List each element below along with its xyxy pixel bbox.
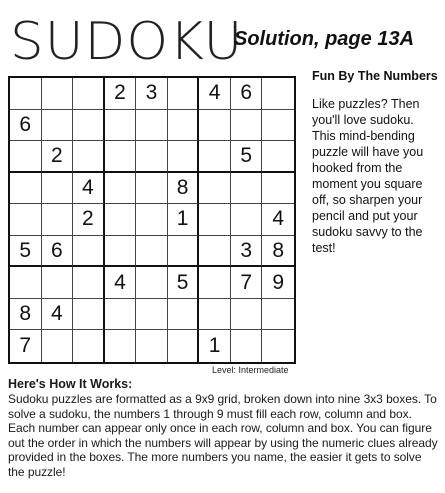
grid-cell[interactable] (73, 141, 105, 173)
grid-cell[interactable] (73, 236, 105, 268)
grid-cell[interactable] (105, 236, 137, 268)
grid-cell[interactable] (231, 330, 263, 362)
grid-cell[interactable]: 2 (73, 204, 105, 236)
instructions (8, 377, 440, 480)
grid-cell[interactable] (73, 299, 105, 331)
grid-cell[interactable] (199, 299, 231, 331)
grid-cell[interactable] (42, 110, 74, 142)
grid-cell[interactable] (231, 299, 263, 331)
grid-cell[interactable] (73, 78, 105, 110)
grid-cell[interactable] (168, 330, 200, 362)
grid-cell[interactable] (136, 299, 168, 331)
grid-cell[interactable] (73, 110, 105, 142)
grid-cell[interactable] (105, 299, 137, 331)
grid-cell[interactable] (42, 173, 74, 205)
grid-cell[interactable] (105, 141, 137, 173)
grid-cell[interactable]: 7 (10, 330, 42, 362)
grid-cell[interactable] (105, 330, 137, 362)
grid-cell[interactable]: 8 (10, 299, 42, 331)
grid-cell[interactable] (10, 204, 42, 236)
grid-cell[interactable] (10, 173, 42, 205)
grid-cell[interactable] (199, 204, 231, 236)
instructions-body: Sudoku puzzles are formatted as a 9x9 grid, broken down into nine 3x3 boxes. To solve a sudoku, the numbers 1 through 9 must fill each row, column and box. Each number can appear only once in each row, column and box. You can figure out the order in which the numbers will appear by using the numeric clues already provided in the boxes. The more numbers you name, the easier it gets to solve the puzzle! (8, 392, 438, 479)
grid-cell[interactable] (136, 236, 168, 268)
sidebar-body: Like puzzles? Then you'll love sudoku. This mind-bending puzzle will have you hooked from the moment you square off, so sharpen your pencil and put your sudoku savvy to the test! (312, 97, 424, 255)
grid-cell[interactable] (42, 204, 74, 236)
grid-cell[interactable]: 2 (105, 78, 137, 110)
grid-cell[interactable] (262, 110, 294, 142)
grid-cell[interactable] (199, 267, 231, 299)
grid-cell[interactable]: 4 (199, 78, 231, 110)
grid-cell[interactable] (10, 141, 42, 173)
grid-cell[interactable] (136, 110, 168, 142)
solution-reference: Solution, page 13A (234, 28, 415, 50)
grid-cell[interactable]: 3 (136, 78, 168, 110)
sudoku-grid (8, 76, 296, 364)
grid-cell[interactable] (10, 267, 42, 299)
grid-cell[interactable] (42, 267, 74, 299)
grid-cell[interactable] (231, 110, 263, 142)
grid-cell[interactable] (231, 204, 263, 236)
grid-cell[interactable]: 7 (231, 267, 263, 299)
grid-cell[interactable] (168, 110, 200, 142)
grid-cell[interactable]: 4 (73, 173, 105, 205)
grid-cell[interactable] (168, 236, 200, 268)
grid-cell[interactable] (136, 173, 168, 205)
grid-cell[interactable]: 1 (168, 204, 200, 236)
grid-cell[interactable] (262, 141, 294, 173)
grid-cell[interactable] (136, 141, 168, 173)
grid-cell[interactable] (105, 110, 137, 142)
grid-cell[interactable]: 6 (42, 236, 74, 268)
grid-cell[interactable]: 4 (105, 267, 137, 299)
sidebar (312, 68, 440, 256)
grid-cell[interactable] (168, 299, 200, 331)
grid-cell[interactable] (199, 141, 231, 173)
grid-cell[interactable] (10, 78, 42, 110)
grid-cell[interactable]: 4 (262, 204, 294, 236)
sudoku-logo: SUDOKU (10, 12, 244, 72)
grid-cell[interactable] (262, 78, 294, 110)
grid-cell[interactable]: 5 (231, 141, 263, 173)
grid-cell[interactable] (136, 204, 168, 236)
grid-cell[interactable] (73, 330, 105, 362)
grid-cell[interactable]: 3 (231, 236, 263, 268)
instructions-title: Here's How It Works: (8, 377, 133, 391)
grid-cell[interactable] (199, 110, 231, 142)
grid-cell[interactable]: 5 (168, 267, 200, 299)
grid-cell[interactable] (168, 78, 200, 110)
grid-cell[interactable]: 4 (42, 299, 74, 331)
grid-cell[interactable]: 8 (168, 173, 200, 205)
grid-cell[interactable] (42, 330, 74, 362)
grid-cell[interactable] (199, 236, 231, 268)
grid-cell[interactable] (105, 204, 137, 236)
grid-cell[interactable]: 9 (262, 267, 294, 299)
grid-cell[interactable]: 5 (10, 236, 42, 268)
grid-cell[interactable] (231, 173, 263, 205)
grid-cell[interactable] (262, 299, 294, 331)
grid-cell[interactable]: 6 (10, 110, 42, 142)
header (10, 12, 435, 72)
difficulty-level: Level: Intermediate (212, 365, 289, 375)
grid-cell[interactable] (168, 141, 200, 173)
grid-cell[interactable] (105, 173, 137, 205)
grid-cell[interactable]: 1 (199, 330, 231, 362)
grid-cell[interactable]: 2 (42, 141, 74, 173)
grid-cell[interactable] (73, 267, 105, 299)
grid-cell[interactable]: 8 (262, 236, 294, 268)
grid-cell[interactable] (42, 78, 74, 110)
grid-cell[interactable]: 6 (231, 78, 263, 110)
sidebar-title: Fun By The Numbers (312, 69, 438, 83)
grid-cell[interactable] (199, 173, 231, 205)
grid-cell[interactable] (136, 330, 168, 362)
grid-cell[interactable] (262, 330, 294, 362)
grid-cell[interactable] (136, 267, 168, 299)
grid-cell[interactable] (262, 173, 294, 205)
